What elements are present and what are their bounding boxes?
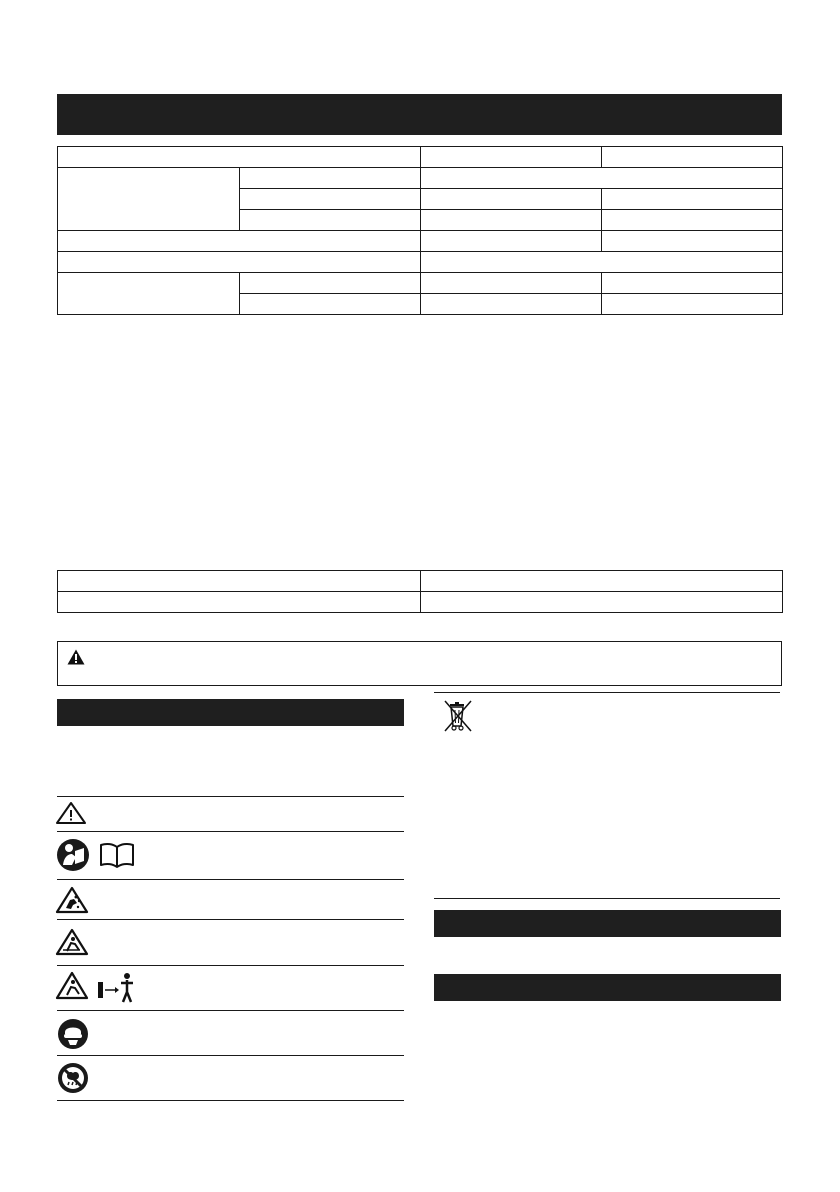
right-section-header-2 — [434, 974, 781, 1001]
symbols-section-header — [57, 699, 404, 726]
table-cell — [602, 147, 783, 168]
right-section-header-1 — [434, 910, 781, 937]
no-rain-exposure-icon — [57, 1062, 89, 1094]
table-cell — [421, 592, 783, 613]
warning-box — [57, 641, 782, 686]
divider — [57, 1055, 404, 1056]
table-row — [58, 147, 783, 168]
table-cell — [602, 273, 783, 294]
divider — [57, 879, 404, 880]
table-cell — [240, 189, 421, 210]
thrown-object-hazard-icon — [55, 928, 89, 956]
flying-debris-hazard-icon — [55, 886, 89, 914]
table-cell — [240, 273, 421, 294]
table-cell — [421, 189, 602, 210]
divider — [57, 965, 404, 966]
divider — [434, 692, 780, 693]
table-cell — [240, 168, 421, 189]
table-cell — [421, 210, 602, 231]
table-cell — [421, 571, 783, 592]
table-cell — [58, 252, 421, 273]
divider — [57, 796, 404, 797]
table-row — [58, 231, 783, 252]
table-cell — [58, 231, 421, 252]
table-row — [58, 571, 783, 592]
table-cell — [58, 571, 421, 592]
table-cell — [58, 592, 421, 613]
table-cell — [421, 168, 783, 189]
table-cell — [602, 294, 783, 315]
table-cell — [421, 147, 602, 168]
table-cell — [240, 294, 421, 315]
divider — [57, 831, 404, 832]
table-cell — [421, 231, 602, 252]
table-row — [58, 273, 783, 294]
crossed-wheelie-bin-icon — [440, 698, 476, 734]
read-manual-icon — [55, 837, 145, 873]
divider — [57, 1100, 404, 1101]
table-row — [58, 168, 783, 189]
divider — [434, 898, 780, 899]
warning-triangle-icon — [67, 649, 85, 665]
table-cell — [602, 189, 783, 210]
header-bar — [57, 94, 782, 135]
warning-triangle-icon — [55, 801, 87, 825]
divider — [57, 919, 404, 920]
table-cell — [240, 210, 421, 231]
table-cell — [421, 252, 783, 273]
table-row — [58, 592, 783, 613]
keep-bystanders-away-icon — [55, 970, 145, 1006]
table-cell — [602, 210, 783, 231]
table-cell — [58, 273, 240, 315]
table-cell — [421, 294, 602, 315]
table-row — [58, 252, 783, 273]
divider — [57, 1010, 404, 1011]
specifications-table — [57, 146, 783, 315]
table-cell — [58, 147, 421, 168]
secondary-table — [57, 570, 783, 613]
table-cell — [602, 231, 783, 252]
table-cell — [58, 168, 240, 231]
eye-protection-icon — [57, 1018, 89, 1050]
table-cell — [421, 273, 602, 294]
